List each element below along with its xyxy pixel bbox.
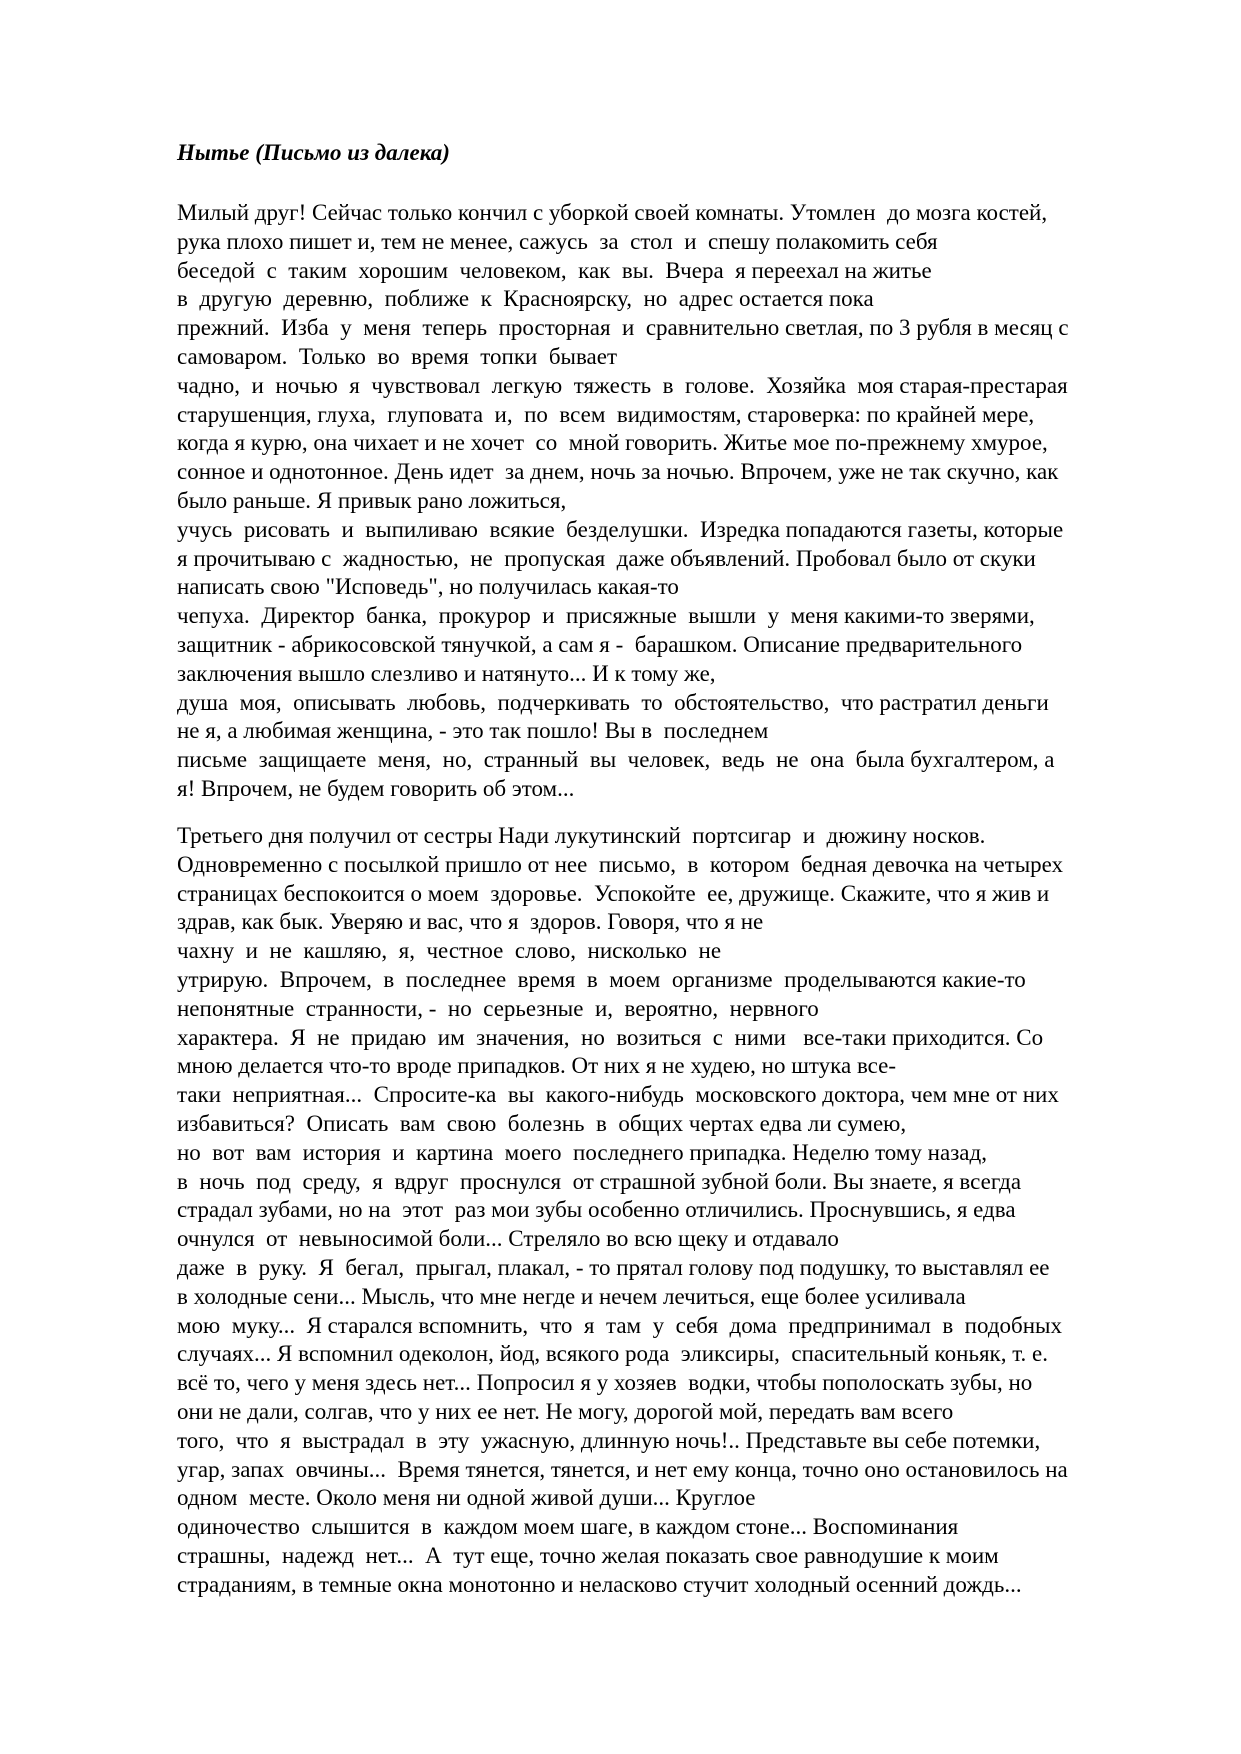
text-line: в холодные сени... Мысль, что мне негде и нечем лечиться, еще более усиливала [177, 1283, 966, 1309]
paragraph-2 [177, 822, 1068, 1600]
text-line: случаях... Я вспомнил одеколон, йод, всякого рода эликсиры, спасительный коньяк, т. е. [177, 1341, 1048, 1367]
text-line: даже в руку. Я бегал, прыгал, плакал, - то прятал голову под подушку, то выставлял ее [177, 1254, 1050, 1280]
text-line: не я, а любимая женщина, - это так пошло! Вы в последнем [177, 718, 769, 744]
text-line: всё то, чего у меня здесь нет... Попросил я у хозяев водки, чтобы пополоскать зубы, но [177, 1370, 1033, 1396]
text-line: рука плохо пишет и, тем не менее, сажусь за стол и спешу полакомить себя [177, 228, 938, 254]
paragraph-1 [177, 199, 1069, 804]
text-line: характера. Я не придаю им значения, но возиться с ними все-таки приходится. Со [177, 1024, 1044, 1050]
text-line: утрирую. Впрочем, в последнее время в моем организме проделываются какие-то [177, 966, 1026, 992]
text-line: Третьего дня получил от сестры Нади лукутинский портсигар и дюжину носков. [177, 823, 986, 848]
text-line: написать свою "Исповедь", но получилась какая-то [177, 574, 679, 600]
text-line: душа моя, описывать любовь, подчеркивать то обстоятельство, что растратил деньги [177, 689, 1049, 715]
text-line: но вот вам история и картина моего последнего припадка. Неделю тому назад, [177, 1139, 987, 1165]
text-line: непонятные странности, - но серьезные и, вероятно, нервного [177, 995, 819, 1021]
text-line: я! Впрочем, не будем говорить об этом... [177, 775, 575, 801]
text-line: очнулся от невыносимой боли... Стреляло во всю щеку и отдавало [177, 1226, 839, 1252]
text-line: прежний. Изба у меня теперь просторная и сравнительно светлая, по 3 рубля в месяц с [177, 315, 1069, 341]
text-line: мою муку... Я старался вспомнить, что я там у себя дома предпринимал в подобных [177, 1312, 1062, 1338]
text-line: заключения вышло слезливо и натянуто... И к тому же, [177, 660, 716, 686]
text-line: Милый друг! Сейчас только кончил с уборкой своей комнаты. Утомлен до мозга костей, [177, 200, 1048, 225]
text-line: беседой с таким хорошим человеком, как вы. Вчера я переехал на житье [177, 257, 932, 283]
text-line: страницах беспокоится о моем здоровье. Успокойте ее, дружище. Скажите, что я жив и [177, 880, 1050, 906]
text-line: здрав, как бык. Уверяю и вас, что я здоров. Говоря, что я не [177, 909, 764, 935]
text-line: таки неприятная... Спросите-ка вы какого-нибудь московского доктора, чем мне от них [177, 1082, 1059, 1108]
text-line: они не дали, солгав, что у них ее нет. Не могу, дорогой мой, передать вам всего [177, 1398, 954, 1424]
text-line: письме защищаете меня, но, странный вы человек, ведь не она была бухгалтером, а [177, 747, 1055, 773]
text-line: избавиться? Описать вам свою болезнь в общих чертах едва ли сумею, [177, 1110, 907, 1136]
text-line: старушенция, глуха, глуповата и, по всем видимостям, староверка: по крайней мере, [177, 401, 1035, 427]
text-line: в другую деревню, поближе к Красноярску, но адрес остается пока [177, 286, 874, 312]
text-line: когда я курю, она чихает и не хочет со мной говорить. Житье мое по-прежнему хмурое, [177, 430, 1048, 456]
text-line: чадно, и ночью я чувствовал легкую тяжесть в голове. Хозяйка моя старая-престарая [177, 372, 1068, 398]
text-line: чепуха. Директор банка, прокурор и присяжные вышли у меня какими-то зверями, [177, 603, 1035, 629]
text-line: сонное и однотонное. День идет за днем, ночь за ночью. Впрочем, уже не так скучно, как [177, 459, 1059, 485]
text-line: чахну и не кашляю, я, честное слово, нисколько не [177, 938, 722, 964]
text-line: одиночество слышится в каждом моем шаге, в каждом стоне... Воспоминания [177, 1514, 959, 1540]
text-line: страдал зубами, но на этот раз мои зубы особенно отличились. Проснувшись, я едва [177, 1197, 1016, 1223]
text-line: страшны, надежд нет... А тут еще, точно желая показать свое равнодушие к моим [177, 1542, 999, 1568]
text-line: одном месте. Около меня ни одной живой души... Круглое [177, 1485, 756, 1511]
text-line: самоваром. Только во время топки бывает [177, 343, 617, 369]
document-title: Нытье (Письмо из далека) [177, 140, 450, 165]
text-line: Одновременно с посылкой пришло от нее письмо, в котором бедная девочка на четырех [177, 851, 1064, 877]
text-line: угар, запах овчины... Время тянется, тянется, и нет ему конца, точно оно остановилось на [177, 1456, 1068, 1482]
text-line: было раньше. Я привык рано ложиться, [177, 487, 567, 513]
text-line: учусь рисовать и выпиливаю всякие безделушки. Изредка попадаются газеты, которые [177, 516, 1064, 542]
text-line: того, что я выстрадал в эту ужасную, длинную ночь!.. Представьте вы себе потемки, [177, 1427, 1041, 1453]
text-line: я прочитываю с жадностью, не пропуская даже объявлений. Пробовал было от скуки [177, 545, 1036, 571]
text-line: страданиям, в темные окна монотонно и неласково стучит холодный осенний дождь... [177, 1571, 1022, 1597]
text-line: защитник - абрикосовской тянучкой, а сам я - барашком. Описание предварительного [177, 631, 1023, 657]
text-line: мною делается что-то вроде припадков. От них я не худею, но штука все- [177, 1053, 897, 1079]
text-line: в ночь под среду, я вдруг проснулся от страшной зубной боли. Вы знаете, я всегда [177, 1168, 1022, 1194]
